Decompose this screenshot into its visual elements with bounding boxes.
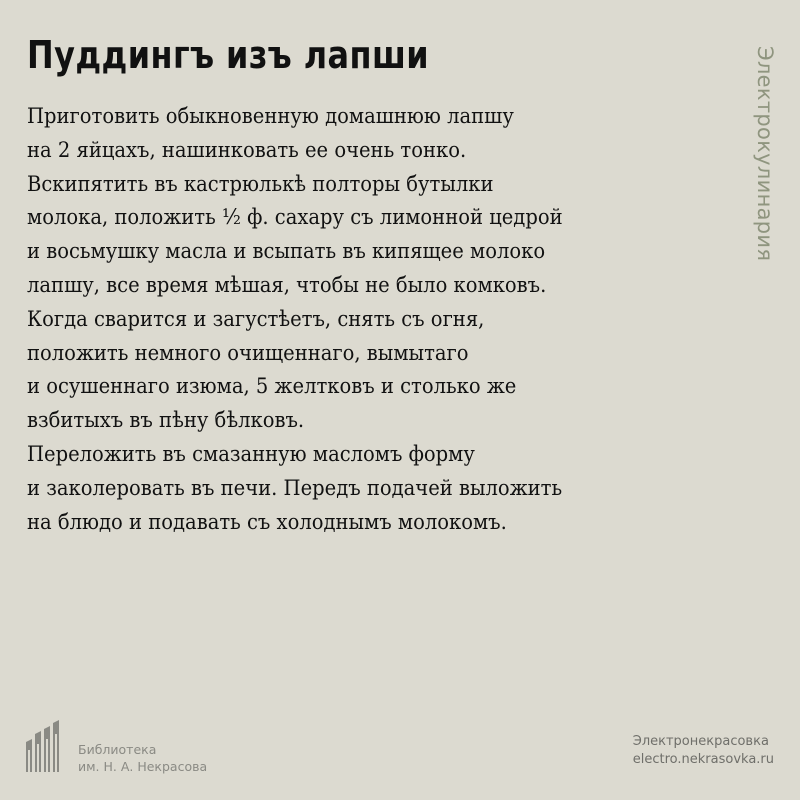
library-name-line1: Библиотека: [78, 742, 157, 757]
recipe-line: и осушеннаго изюма, 5 желтковъ и столько же: [27, 374, 517, 399]
recipe-line: Переложить въ смазанную масломъ форму: [27, 441, 475, 466]
category-label: Электрокулинария: [753, 46, 777, 262]
site-credit: [633, 733, 774, 769]
recipe-line: и восьмушку масла и всыпать въ кипящее молоко: [27, 239, 546, 264]
recipe-line: лапшу, все время мѣшая, чтобы не было комковъ.: [27, 272, 547, 297]
library-name: [78, 741, 207, 775]
recipe-text: [27, 100, 717, 539]
recipe-line: на блюдо и подавать съ холоднымъ молокомъ.: [27, 509, 507, 534]
library-logo-icon: [26, 720, 70, 772]
recipe-line: взбитыхъ въ пѣну бѣлковъ.: [27, 408, 305, 433]
recipe-line: положить немного очищеннаго, вымытаго: [27, 340, 469, 365]
recipe-line: молока, положить ½ ф. сахару съ лимонной цедрой: [27, 205, 563, 230]
library-name-line2: им. Н. А. Некрасова: [78, 759, 208, 774]
recipe-line: на 2 яйцахъ, нашинковать ее очень тонко.: [27, 137, 467, 162]
recipe-line: Приготовить обыкновенную домашнюю лапшу: [27, 104, 514, 128]
page-title: Пуддингъ изъ лапши: [27, 33, 430, 77]
recipe-line: Вскипятить въ кастрюлькѣ полторы бутылки: [27, 171, 494, 196]
site-url[interactable]: electro.nekrasovka.ru: [632, 752, 774, 767]
recipe-line: Когда сварится и загустѣетъ, снять съ огня,: [27, 306, 485, 331]
site-name: Электронекрасовка: [632, 734, 769, 749]
recipe-line: и заколеровать въ печи. Передъ подачей выложить: [27, 475, 563, 500]
